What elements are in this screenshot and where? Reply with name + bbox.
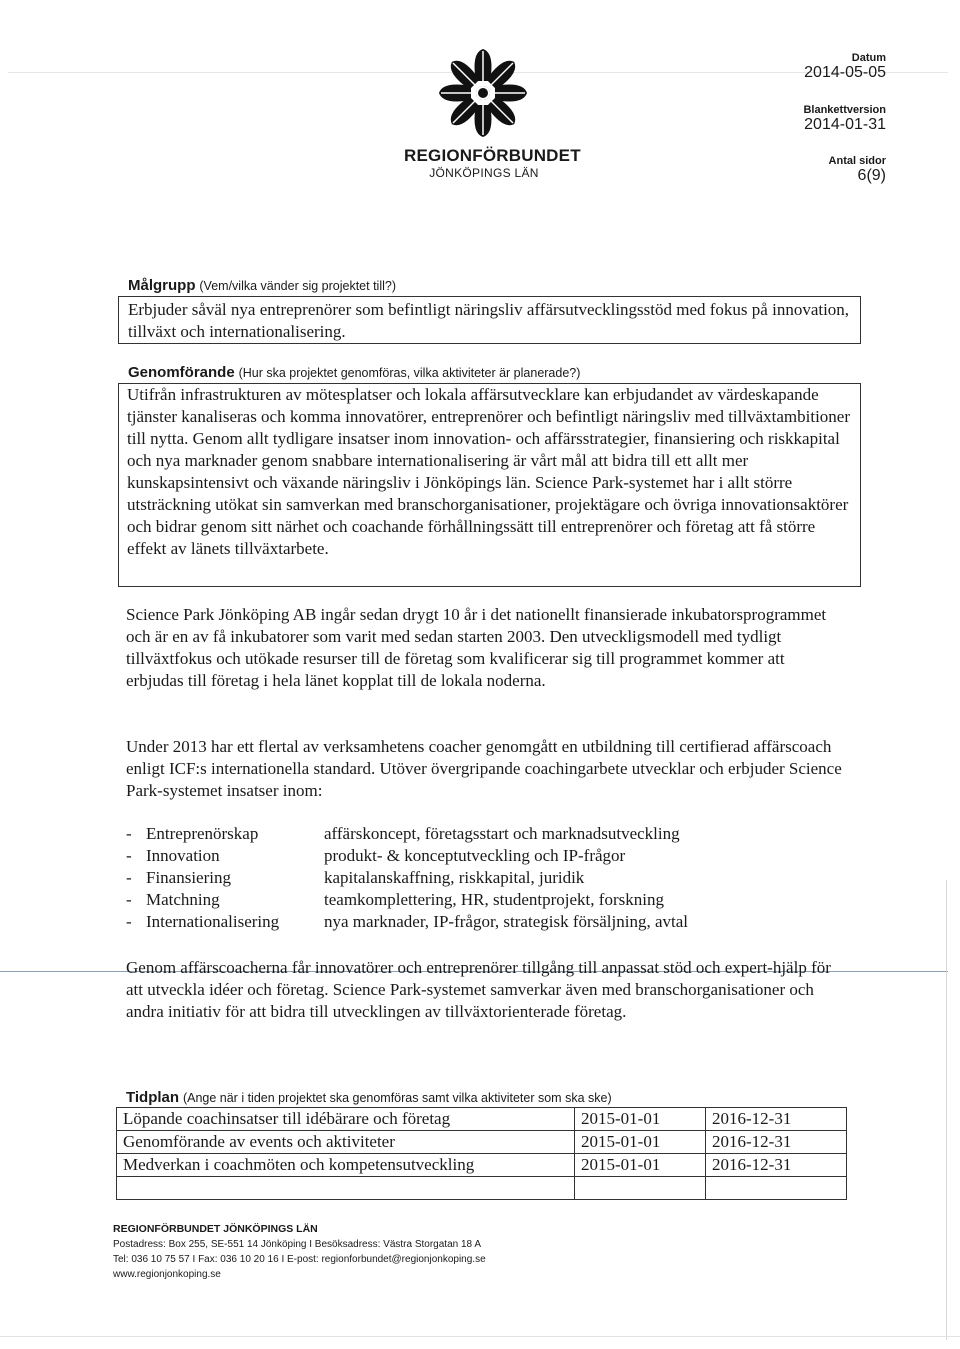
implementation-box — [118, 383, 861, 587]
start-date-cell: 2015-01-01 — [575, 1154, 706, 1177]
target-group-hint: (Vem/vilka vänder sig projektet till?) — [199, 279, 396, 293]
list-item — [126, 889, 846, 911]
template-version-block — [803, 104, 886, 134]
activity-cell: Löpande coachinsatser till idébärare och företag — [117, 1108, 575, 1131]
list-description: nya marknader, IP-frågor, strategisk försäljning, avtal — [324, 912, 689, 931]
list-description: kapitalanskaffning, riskkapital, juridik — [324, 868, 585, 887]
regionforbundet-logo — [438, 48, 528, 138]
list-item — [126, 845, 846, 867]
activity-cell: Genomförande av events och aktiviteter — [117, 1131, 575, 1154]
implementation-heading — [128, 364, 580, 381]
list-term: Internationalisering — [146, 912, 280, 931]
page-count-value: 6(9) — [857, 167, 886, 184]
list-item — [126, 823, 846, 845]
footer-org-name: REGIONFÖRBUNDET JÖNKÖPINGS LÄN — [113, 1223, 318, 1235]
template-version-value: 2014-01-31 — [804, 116, 886, 133]
end-date-cell: 2016-12-31 — [706, 1108, 847, 1131]
end-date-cell — [706, 1177, 847, 1200]
implementation-paragraph-2: Science Park Jönköping AB ingår sedan drygt 10 år i det nationellt finansierade inkubatorsprogrammet och är en av få inkubatorer som varit med sedan starten 2003. Den utveckligsmodell med tydligt tillväxtfokus och utökade resurser till de företag som kvalificerar sig till programmet kommer att erbjudas till företag i hela länet kopplat till de lokala noderna. — [126, 605, 827, 690]
start-date-cell: 2015-01-01 — [575, 1131, 706, 1154]
timeplan-hint: (Ange när i tiden projektet ska genomföras samt vilka aktiviteter som ska ske) — [182, 1091, 612, 1105]
implementation-paragraph-4: Genom affärscoacherna får innovatörer och entreprenörer tillgång till anpassat stöd och expert-hjälp för att utveckla idéer och företag. Science Park-systemet samverkar även med branschorganisationer och andra initiativ för att bidra till utvecklingen av tillväxtorienterade företag. — [126, 958, 831, 1021]
footer-contact: Tel: 036 10 75 57 I Fax: 036 10 20 16 I E-post: regionforbundet@regionjonkoping.se — [113, 1254, 486, 1265]
target-group-heading — [128, 277, 396, 294]
list-dash: - — [126, 846, 132, 865]
end-date-cell: 2016-12-31 — [706, 1131, 847, 1154]
target-group-box — [118, 296, 861, 344]
list-term: Innovation — [146, 846, 220, 865]
list-description: produkt- & konceptutveckling och IP-frågor — [324, 846, 626, 865]
date-label: Datum — [851, 52, 886, 64]
timeplan-heading — [126, 1089, 612, 1106]
implementation-paragraph-3: Under 2013 har ett flertal av verksamhetens coacher genomgått en utbildning till certifierad affärscoach enligt ICF:s internationella standard. Utöver övergripande coachingarbete utvecklar och erbjuder Science Park-systemet insatser inom: — [126, 737, 842, 800]
template-version-label: Blankettversion — [803, 104, 886, 116]
org-name: REGIONFÖRBUNDET — [404, 146, 581, 165]
timeplan-title: Tidplan — [126, 1089, 180, 1106]
activity-cell: Medverkan i coachmöten och kompetensutveckling — [117, 1154, 575, 1177]
footer — [113, 1222, 486, 1282]
scan-edge — [0, 1336, 960, 1337]
footer-address: Postadress: Box 255, SE-551 14 Jönköping I Besöksadress: Västra Storgatan 18 A — [113, 1239, 481, 1250]
page-count-label: Antal sidor — [828, 155, 886, 167]
table-row — [117, 1131, 847, 1154]
list-term: Finansiering — [146, 868, 231, 887]
timeplan-table — [116, 1107, 847, 1200]
target-group-text: Erbjuder såväl nya entreprenörer som befintligt näringsliv affärsutvecklingsstöd med fokus på innovation, tillväxt och internationalisering. — [128, 300, 850, 341]
table-row — [117, 1108, 847, 1131]
implementation-title: Genomförande — [128, 364, 235, 381]
list-term: Entreprenörskap — [146, 824, 259, 843]
date-block — [804, 52, 886, 82]
end-date-cell: 2016-12-31 — [706, 1154, 847, 1177]
activity-cell — [117, 1177, 575, 1200]
list-dash: - — [126, 824, 132, 843]
list-item — [126, 867, 846, 889]
list-item — [126, 911, 846, 933]
list-dash: - — [126, 912, 132, 931]
list-description: teamkomplettering, HR, studentprojekt, forskning — [324, 890, 664, 909]
list-description: affärskoncept, företagsstart och marknadsutveckling — [324, 824, 680, 843]
date-value: 2014-05-05 — [804, 64, 886, 81]
footer-website: www.regionjonkoping.se — [113, 1269, 221, 1280]
list-term: Matchning — [146, 890, 220, 909]
implementation-paragraph-1: Utifrån infrastrukturen av mötesplatser och lokala affärsutvecklare kan erbjudandet av värdeskapande tjänster kanaliseras och komma innovatörer, entreprenörer och befintligt näringsliv med tillväxtambitioner till nytta. Genom allt tydligare insatser inom innovation- och affärsstrategier, finansiering och riskkapital och nya marknader genom snabbare internationalisering är vårt mål att bidra till ett allt mer kunskapsintensivt och växande näringsliv i Jönköpings län. Science Park-systemet har i allt större utsträckning utökat sin samverkan med branschorganisationer, projektägare och övriga innovationsaktörer och bidrar genom sitt närhet och coachande förhållningssätt till entreprenörer och företag att få större effekt av länets tillväxtarbete. — [127, 385, 851, 558]
target-group-title: Målgrupp — [128, 277, 196, 294]
start-date-cell: 2015-01-01 — [575, 1108, 706, 1131]
start-date-cell — [575, 1177, 706, 1200]
service-list — [126, 823, 846, 933]
table-row — [117, 1177, 847, 1200]
scan-edge — [946, 880, 947, 1340]
page-count-block — [829, 155, 886, 185]
implementation-hint: (Hur ska projektet genomföras, vilka aktiviteter är planerade?) — [238, 366, 581, 380]
list-dash: - — [126, 868, 132, 887]
list-dash: - — [126, 890, 132, 909]
table-row — [117, 1154, 847, 1177]
org-subtitle: JÖNKÖPINGS LÄN — [429, 166, 539, 180]
